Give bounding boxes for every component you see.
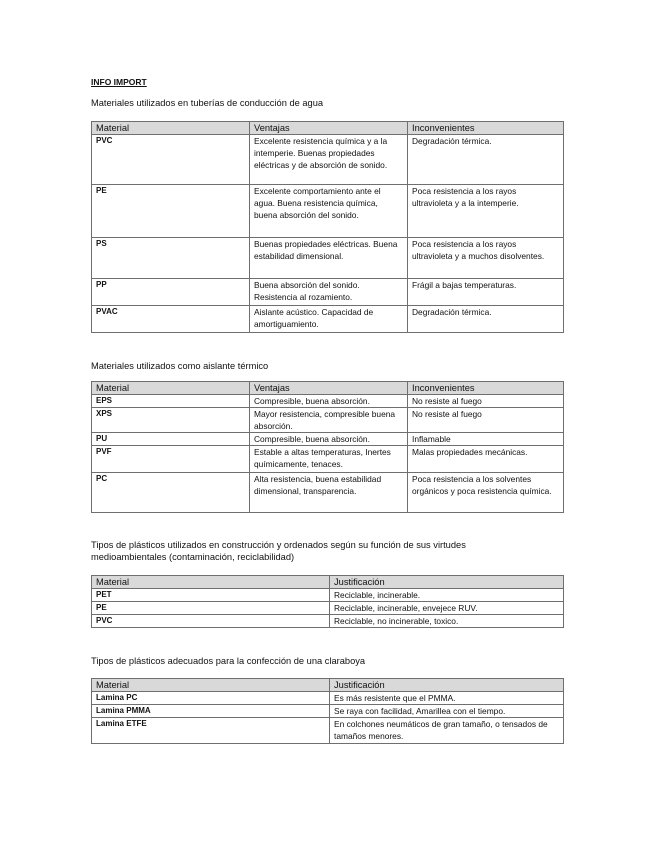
material-cell: Lamina PMMA: [92, 705, 330, 718]
inconvenientes-cell: Degradación térmica.: [408, 135, 564, 185]
ventajas-cell: Estable a altas temperaturas, Inertes químicamente, tenaces.: [250, 446, 408, 473]
inconvenientes-cell: Degradación térmica.: [408, 306, 564, 333]
justificacion-cell: Se raya con facilidad, Amarillea con el tiempo.: [330, 705, 564, 718]
column-header-inconvenientes: Inconvenientes: [408, 382, 564, 395]
table-row: [92, 705, 564, 718]
table-row: [92, 395, 564, 408]
table-row: [92, 135, 564, 185]
column-header-ventajas: Ventajas: [250, 122, 408, 135]
inconvenientes-cell: No resiste al fuego: [408, 395, 564, 408]
column-header-material: Material: [92, 576, 330, 589]
table-header-row: [92, 679, 564, 692]
table-row: [92, 306, 564, 333]
justificacion-cell: Reciclable, incinerable.: [330, 589, 564, 602]
ventajas-cell: Buenas propiedades eléctricas. Buena estabilidad dimensional.: [250, 238, 408, 279]
material-cell: PP: [92, 279, 250, 306]
table-row: [92, 473, 564, 513]
column-header-material: Material: [92, 679, 330, 692]
material-cell: XPS: [92, 408, 250, 433]
column-header-material: Material: [92, 122, 250, 135]
table-row: [92, 589, 564, 602]
material-cell: Lamina PC: [92, 692, 330, 705]
table-row: [92, 615, 564, 628]
material-cell: PET: [92, 589, 330, 602]
column-header-material: Material: [92, 382, 250, 395]
section-heading-environmental: Tipos de plásticos utilizados en construcción y ordenados según su función de sus virtudes medioambientales (contaminación, reciclabilidad): [91, 540, 466, 562]
section-heading-thermal-insulation: Materiales utilizados como aislante térmico: [91, 361, 269, 371]
material-cell: EPS: [92, 395, 250, 408]
material-cell: PVF: [92, 446, 250, 473]
column-header-inconvenientes: Inconvenientes: [408, 122, 564, 135]
column-header-justificacion: Justificación: [330, 679, 564, 692]
ventajas-cell: Excelente comportamiento ante el agua. Buena resistencia química, buena absorción del sonido.: [250, 185, 408, 238]
table-row: [92, 185, 564, 238]
table-header-row: [92, 382, 564, 395]
ventajas-cell: Compresible, buena absorción.: [250, 395, 408, 408]
doc-title: INFO IMPORT: [91, 77, 147, 87]
justificacion-cell: Es más resistente que el PMMA.: [330, 692, 564, 705]
justificacion-cell: En colchones neumáticos de gran tamaño, o tensados de tamaños menores.: [330, 718, 564, 744]
material-cell: PC: [92, 473, 250, 513]
inconvenientes-cell: No resiste al fuego: [408, 408, 564, 433]
table-row: [92, 433, 564, 446]
section-heading-skylight: Tipos de plásticos adecuados para la confección de una claraboya: [91, 656, 366, 666]
material-cell: Lamina ETFE: [92, 718, 330, 744]
inconvenientes-cell: Poca resistencia a los rayos ultravioleta y a muchos disolventes.: [408, 238, 564, 279]
material-cell: PVC: [92, 615, 330, 628]
material-cell: PU: [92, 433, 250, 446]
table-thermal-insulation: [91, 381, 564, 513]
table-row: [92, 692, 564, 705]
inconvenientes-cell: Poca resistencia a los solventes orgánicos y poca resistencia química.: [408, 473, 564, 513]
material-cell: PVAC: [92, 306, 250, 333]
table-row: [92, 718, 564, 744]
table-row: [92, 408, 564, 433]
column-header-justificacion: Justificación: [330, 576, 564, 589]
ventajas-cell: Alta resistencia, buena estabilidad dimensional, transparencia.: [250, 473, 408, 513]
table-row: [92, 602, 564, 615]
material-cell: PE: [92, 185, 250, 238]
ventajas-cell: Compresible, buena absorción.: [250, 433, 408, 446]
ventajas-cell: Aislante acústico. Capacidad de amortiguamiento.: [250, 306, 408, 333]
ventajas-cell: Buena absorción del sonido. Resistencia al rozamiento.: [250, 279, 408, 306]
inconvenientes-cell: Malas propiedades mecánicas.: [408, 446, 564, 473]
inconvenientes-cell: Frágil a bajas temperaturas.: [408, 279, 564, 306]
material-cell: PVC: [92, 135, 250, 185]
table-row: [92, 238, 564, 279]
inconvenientes-cell: Inflamable: [408, 433, 564, 446]
inconvenientes-cell: Poca resistencia a los rayos ultravioleta y a la intemperie.: [408, 185, 564, 238]
section-heading-water-pipes: Materiales utilizados en tuberías de conducción de agua: [91, 98, 324, 108]
ventajas-cell: Excelente resistencia química y a la intemperie. Buenas propiedades eléctricas y de absorción de sonido.: [250, 135, 408, 185]
table-header-row: [92, 122, 564, 135]
table-skylight: [91, 678, 564, 744]
table-row: [92, 446, 564, 473]
justificacion-cell: Reciclable, no incinerable, toxico.: [330, 615, 564, 628]
table-row: [92, 279, 564, 306]
table-header-row: [92, 576, 564, 589]
column-header-ventajas: Ventajas: [250, 382, 408, 395]
ventajas-cell: Mayor resistencia, compresible buena absorción.: [250, 408, 408, 433]
justificacion-cell: Reciclable, incinerable, envejece RUV.: [330, 602, 564, 615]
table-water-pipes: [91, 121, 564, 333]
material-cell: PS: [92, 238, 250, 279]
material-cell: PE: [92, 602, 330, 615]
table-environmental: [91, 575, 564, 628]
